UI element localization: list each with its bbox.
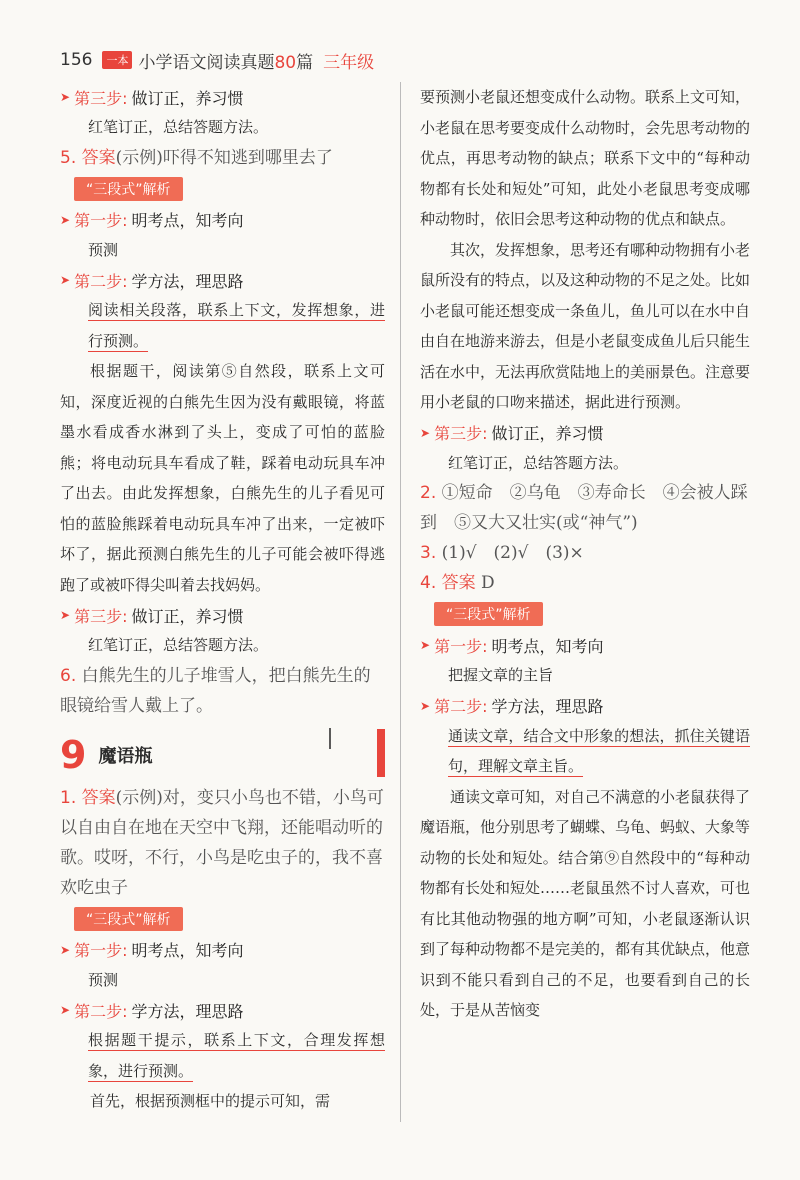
step-heading: ➤ 第三步: 做订正，养习惯 bbox=[420, 424, 604, 443]
step-heading: ➤ 第二步: 学方法，理思路 bbox=[60, 1001, 244, 1021]
step-body: 红笔订正，总结答题方法。 bbox=[88, 118, 269, 136]
book-title: 小学语文阅读真题80篇 bbox=[138, 52, 314, 73]
grade-label: 三年级 bbox=[323, 52, 375, 73]
arrow-icon: ➤ bbox=[60, 90, 71, 104]
step-heading: ➤ 第三步: 做订正，养习惯 bbox=[60, 88, 244, 108]
step-body: 红笔订正，总结答题方法。 bbox=[88, 636, 269, 654]
step-body: 红笔订正，总结答题方法。 bbox=[448, 453, 629, 472]
step-heading: ➤ 第三步: 做订正，养习惯 bbox=[60, 606, 244, 626]
step-heading: ➤ 第一步: 明考点，知考向 bbox=[60, 211, 244, 230]
step-heading: ➤ 第一步: 明考点，知考向 bbox=[60, 941, 244, 960]
arrow-icon: ➤ bbox=[60, 212, 71, 227]
left-column bbox=[60, 82, 385, 1117]
question-1: 1. 答案(示例)对，变只小鸟也不错，小鸟可以自由自在地在天空中飞翔，还能唱动听的歌。哎呀，不行，小鸟是吃虫子的，我不喜欢吃虫子 bbox=[60, 787, 384, 898]
arrow-icon: ➤ bbox=[420, 425, 431, 440]
qr-code-icon[interactable] bbox=[329, 729, 385, 781]
column-divider bbox=[400, 82, 401, 1122]
section-number: 9 bbox=[60, 732, 87, 777]
step-heading: ➤ 第二步: 学方法，理思路 bbox=[420, 697, 604, 716]
analysis-tag: “三段式”解析 bbox=[74, 907, 183, 931]
analysis-paragraph: 其次，发挥想象，思考还有哪种动物拥有小老鼠所没有的特点，以及这种动物的不足之处。比如小老鼠可能还想变成一条鱼儿，鱼儿可以在水中自由自在地游来游去，但是小老鼠变成鱼儿后只能生活在水中，无法再欣赏陆地上的美丽景色。注意要用小老鼠的口吻来描述，据此进行预测。 bbox=[420, 240, 751, 411]
step-heading: ➤ 第一步: 明考点，知考向 bbox=[420, 636, 604, 656]
analysis-tag: “三段式”解析 bbox=[434, 602, 543, 626]
analysis-paragraph: 要预测小老鼠还想变成什么动物。联系上文可知，小老鼠在思考要变成什么动物时，会先思考动物的优点，再思考动物的缺点；联系下文中的“每种动物都有长处和短处”可知，此处小老鼠思考变成哪种动物时，依旧会思考这种动物的优点和缺点。 bbox=[420, 88, 751, 228]
question-4: 4. 答案 D bbox=[420, 573, 495, 593]
page-header bbox=[60, 48, 374, 72]
analysis-paragraph: 首先，根据预测框中的提示可知，需 bbox=[90, 1092, 331, 1110]
section-heading bbox=[60, 727, 385, 783]
question-6: 6. 白熊先生的儿子堆雪人，把白熊先生的眼镜给雪人戴上了。 bbox=[60, 665, 371, 716]
analysis-paragraph: 通读文章可知，对自己不满意的小老鼠获得了魔语瓶，他分别思考了蝴蝶、乌龟、蚂蚁、大象等动物的长处和短处。结合第⑨自然段中的“每种动物都有长处和短处……老鼠虽然不讨人喜欢，可也有比其他动物强的地方啊”可知，小老鼠逐渐认识到了每种动物都不是完美的，都有其优缺点，他意识到不能只看到自己的不足，也要看到自己的长处，于是从苦恼变 bbox=[420, 787, 751, 1019]
section-title: 魔语瓶 bbox=[98, 745, 153, 767]
arrow-icon: ➤ bbox=[60, 1003, 71, 1017]
method-summary: 阅读相关段落，联系上下文，发挥想象，进行预测。 bbox=[88, 301, 385, 350]
question-2: 2. ①短命 ②乌龟 ③寿命长 ④会被人踩到 ⑤又大又壮实(或“神气”) bbox=[420, 483, 748, 533]
arrow-icon: ➤ bbox=[60, 608, 71, 622]
step-body: 预测 bbox=[88, 240, 119, 259]
brand-logo: 一本 bbox=[102, 51, 132, 69]
right-column bbox=[420, 82, 750, 1026]
question-3: 3. (1)√ (2)√ (3)× bbox=[420, 543, 584, 563]
step-body: 预测 bbox=[88, 970, 119, 989]
arrow-icon: ➤ bbox=[60, 942, 71, 957]
method-summary: 根据题干提示，联系上下文，合理发挥想象，进行预测。 bbox=[88, 1031, 385, 1080]
step-heading: ➤ 第二步: 学方法，理思路 bbox=[60, 271, 244, 291]
question-5: 5. 答案(示例)吓得不知逃到哪里去了 bbox=[60, 147, 333, 168]
arrow-icon: ➤ bbox=[60, 273, 71, 287]
page-number: 156 bbox=[60, 50, 93, 70]
arrow-icon: ➤ bbox=[420, 638, 431, 652]
analysis-paragraph: 根据题干，阅读第⑤自然段，联系上文可知，深度近视的白熊先生因为没有戴眼镜，将蓝墨水看成香水淋到了头上，变成了可怕的蓝脸熊；将电动玩具车看成了鞋，踩着电动玩具车冲了出去。由此发挥想象，白熊先生的儿子看见可怕的蓝脸熊踩着电动玩具车冲了出来，一定被吓坏了，据此预测白熊先生的儿子可能会被吓得逃跑了或被吓得尖叫着去找妈妈。 bbox=[60, 362, 385, 594]
arrow-icon: ➤ bbox=[420, 698, 431, 713]
analysis-tag: “三段式”解析 bbox=[74, 177, 183, 201]
method-summary: 通读文章，结合文中形象的想法，抓住关键语句，理解文章主旨。 bbox=[448, 726, 750, 775]
step-body: 把握文章的主旨 bbox=[448, 666, 554, 684]
